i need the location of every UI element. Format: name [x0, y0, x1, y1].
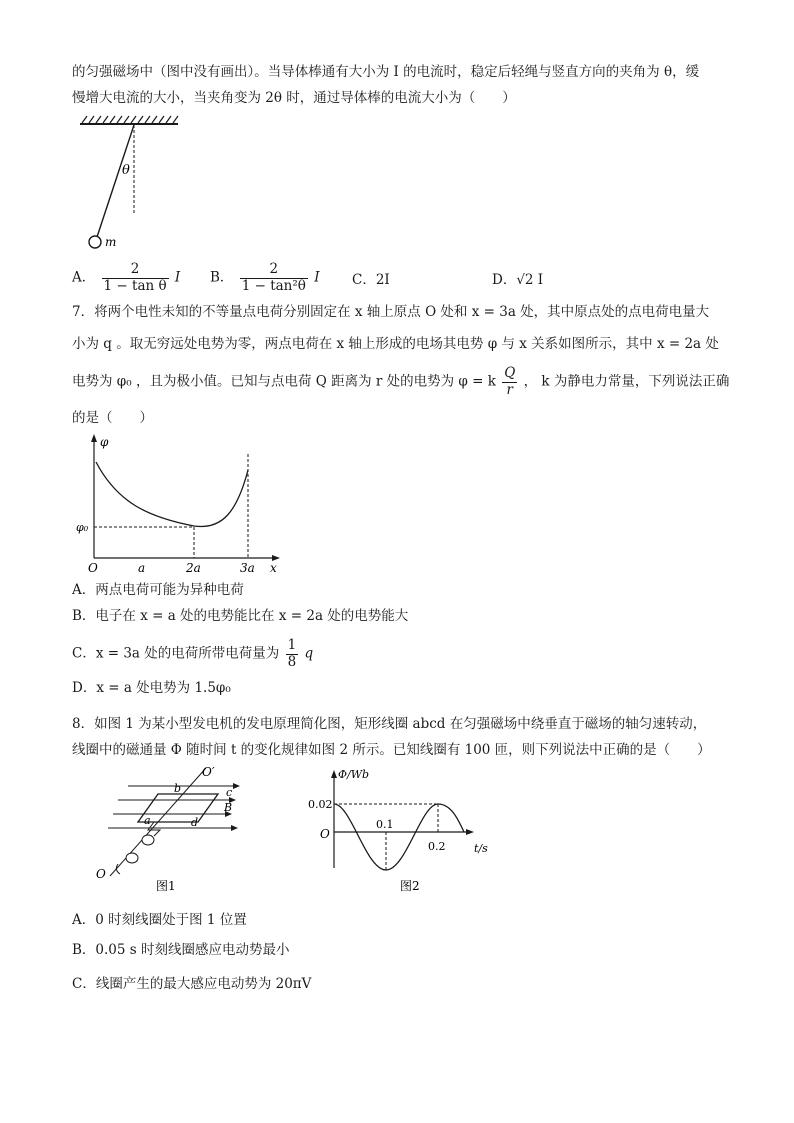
- label-o-prime: O′: [202, 765, 215, 779]
- frac-num: 2: [240, 262, 308, 279]
- potential-curve: [96, 462, 248, 527]
- y-axis-arrow: [91, 434, 97, 442]
- q7-option-a[interactable]: A．两点电荷可能为异种电荷: [72, 582, 244, 598]
- q8-text-line-2: 线圈中的磁通量 Φ 随时间 t 的变化规律如图 2 所示。已知线圈有 100 匝，则下列说法中正确的是（ ）: [72, 742, 711, 758]
- q8-figure-1-generator: [88, 764, 258, 894]
- mass-label: m: [105, 235, 117, 249]
- q6-option-d[interactable]: [492, 270, 543, 290]
- origin-label: O: [320, 827, 330, 841]
- label-B: B: [224, 801, 233, 814]
- option-suffix: q: [304, 645, 314, 662]
- q7-line3-part-a: 电势为 φ₀ ，且为极小值。已知与点电荷 Q 距离为 r 处的电势为 φ = k: [72, 373, 496, 390]
- option-letter: B．: [210, 269, 234, 286]
- option-suffix: I: [174, 269, 181, 286]
- phi0-label: φ₀: [76, 521, 89, 534]
- y-axis-label: φ: [100, 435, 109, 449]
- frac-den: 8: [287, 653, 297, 670]
- q8-option-a[interactable]: A．0 时刻线圈处于图 1 位置: [72, 912, 247, 928]
- x-axis-label: t/s: [474, 842, 488, 855]
- q6-text-line-1: 的匀强磁场中（图中没有画出）。当导体棒通有大小为 I 的电流时，稳定后轻绳与竖直方向的夹角为 θ，缓: [72, 64, 700, 80]
- option-letter: D．: [492, 272, 517, 288]
- x-tick-a: a: [138, 561, 146, 575]
- slip-ring-1: [142, 835, 154, 845]
- y-axis-label: Φ/Wb: [338, 768, 370, 781]
- frac-num: Q: [504, 365, 516, 381]
- q6-option-a[interactable]: [72, 262, 180, 294]
- figure-1-caption: 图1: [156, 879, 176, 893]
- pendulum-bob: [89, 236, 101, 248]
- frac-num: 2: [102, 262, 169, 279]
- option-letter: A．: [72, 269, 96, 286]
- ceiling-hatch: [80, 116, 178, 124]
- pendulum-string: [97, 125, 134, 237]
- y-axis-arrow: [331, 770, 337, 778]
- q8-figure-2-flux-graph: [306, 764, 502, 894]
- theta-label: θ: [122, 163, 130, 178]
- slip-ring-2: [126, 853, 138, 863]
- frac-den: 1 − tan θ: [103, 277, 167, 294]
- q7-option-c[interactable]: [72, 638, 313, 670]
- q7-text-line-3: [72, 366, 729, 398]
- x-tick-0.1: 0.1: [376, 818, 394, 831]
- x-tick-2a: 2a: [186, 561, 201, 575]
- q7-option-b[interactable]: B．电子在 x = a 处的电势能比在 x = 2a 处的电势能大: [72, 608, 409, 624]
- frac-den: 1 − tan²θ: [241, 277, 306, 294]
- label-c: c: [226, 786, 233, 799]
- q7-text-line-2: 小为 q 。取无穷远处电势为零，两点电荷在 x 轴上形成的电场其电势 φ 与 x 关系如图所示，其中 x = 2a 处: [72, 336, 719, 352]
- q8-option-b[interactable]: B．0.05 s 时刻线圈感应电动势最小: [72, 942, 290, 958]
- q7-text-line-4: 的是（ ）: [72, 410, 153, 426]
- q8-text-line-1: 8．如图 1 为某小型发电机的发电原理简化图，矩形线圈 abcd 在匀强磁场中绕垂直于磁场的轴匀速转动，: [72, 716, 707, 732]
- label-d: d: [191, 816, 199, 829]
- frac-den: r: [506, 381, 514, 398]
- x-axis-arrow: [466, 829, 474, 835]
- origin-label: O: [88, 561, 98, 575]
- q6-option-b[interactable]: [210, 262, 320, 294]
- q6-pendulum-figure: [70, 112, 210, 254]
- q7-option-d[interactable]: D．x = a 处电势为 1.5φ₀: [72, 680, 231, 696]
- q6-option-c[interactable]: [352, 270, 390, 290]
- x-tick-3a: 3a: [240, 561, 255, 575]
- q6-text-line-2: 慢增大电流的大小，当夹角变为 2θ 时，通过导体棒的电流大小为（ ）: [72, 90, 516, 106]
- option-text: C．x = 3a 处的电荷所带电荷量为: [72, 645, 280, 662]
- option-letter: C．: [352, 272, 376, 288]
- x-tick-0.2: 0.2: [428, 840, 446, 853]
- q7-text-line-1: 7．将两个电性未知的不等量点电荷分别固定在 x 轴上原点 O 处和 x = 3a 处，其中原点处的点电荷电量大: [72, 304, 710, 320]
- q7-line3-part-b: ， k 为静电力常量，下列说法正确: [523, 373, 730, 390]
- option-suffix: I: [314, 269, 320, 286]
- label-a: a: [144, 814, 151, 827]
- label-b: b: [174, 782, 182, 795]
- y-tick-0.02: 0.02: [308, 798, 333, 811]
- flux-curve: [334, 804, 464, 870]
- q7-potential-graph: [72, 432, 292, 576]
- x-axis-label: x: [270, 561, 277, 575]
- q8-option-c[interactable]: C．线圈产生的最大感应电动势为 20πV: [72, 976, 312, 992]
- frac-num: 1: [287, 637, 297, 653]
- option-text: √2 I: [516, 272, 544, 288]
- option-text: 2I: [375, 272, 390, 288]
- figure-2-caption: 图2: [400, 879, 420, 893]
- label-o: O: [96, 867, 106, 881]
